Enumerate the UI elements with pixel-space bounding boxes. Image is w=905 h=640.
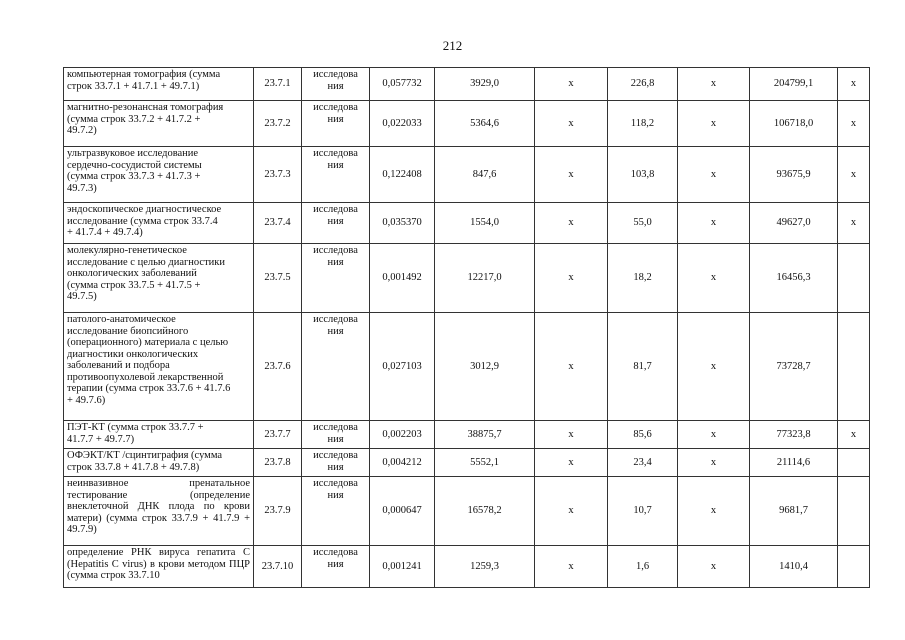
desc-line: исследование биопсийного: [67, 325, 189, 337]
table-row: [64, 449, 870, 477]
desc-line: эндоскопическое диагностическое: [67, 204, 222, 215]
row-code: 23.7.5: [254, 244, 302, 313]
row-col7: 18,2: [608, 244, 678, 313]
row-col7: 85,6: [608, 421, 678, 449]
row-col6: х: [535, 203, 608, 244]
row-norm: 0,122408: [370, 147, 435, 203]
row-col10: х: [838, 101, 870, 147]
row-col9: 204799,1: [750, 68, 838, 101]
row-col10: х: [838, 147, 870, 203]
row-col10: х: [838, 203, 870, 244]
table-row: [64, 477, 870, 546]
desc-line: противоопухолевой лекарственной: [67, 371, 224, 383]
row-col6: х: [535, 244, 608, 313]
row-cost: 12217,0: [435, 244, 535, 313]
desc-line: онкологических заболеваний: [67, 268, 197, 279]
row-description: [64, 147, 254, 203]
unit-line: исследова: [313, 547, 358, 558]
row-col10: х: [838, 68, 870, 101]
row-description: [64, 449, 254, 477]
row-col9: 73728,7: [750, 313, 838, 421]
row-description: определение РНК вируса гепатита С (Hepatitis C virus) в крови методом ПЦР (сумма строк 33.7.10: [64, 546, 254, 588]
row-col7: 10,7: [608, 477, 678, 546]
row-col9: 106718,0: [750, 101, 838, 147]
row-col6: х: [535, 147, 608, 203]
row-code: 23.7.10: [254, 546, 302, 588]
table-row: [64, 68, 870, 101]
unit-line: ния: [327, 257, 344, 268]
desc-line: сердечно-сосудистой системы: [67, 159, 202, 171]
row-col9: 1410,4: [750, 546, 838, 588]
table-row: [64, 244, 870, 313]
desc-line: + 49.7.6): [67, 394, 106, 406]
row-col9: 21114,6: [750, 449, 838, 477]
row-col6: х: [535, 477, 608, 546]
row-unit: [302, 421, 370, 449]
row-col6: х: [535, 313, 608, 421]
row-description: [64, 313, 254, 421]
unit-line: ния: [327, 434, 344, 445]
row-code: 23.7.6: [254, 313, 302, 421]
row-col8: х: [678, 147, 750, 203]
unit-line: ния: [327, 114, 344, 125]
row-unit: [302, 147, 370, 203]
unit-line: ния: [327, 559, 344, 570]
row-col8: х: [678, 477, 750, 546]
table-body: [64, 68, 870, 588]
desc-line: (операционного) материала с целью: [67, 337, 229, 348]
row-col8: х: [678, 313, 750, 421]
row-unit: [302, 101, 370, 147]
row-unit: [302, 477, 370, 546]
desc-line: исследование с целью диагностики: [67, 256, 226, 268]
unit-line: ния: [327, 216, 344, 227]
row-col7: 81,7: [608, 313, 678, 421]
row-col7: 55,0: [608, 203, 678, 244]
row-code: 23.7.1: [254, 68, 302, 101]
norms-table: [63, 67, 870, 588]
row-cost: 5364,6: [435, 101, 535, 147]
desc-line: магнитно-резонансная томография: [67, 102, 224, 113]
row-unit: [302, 313, 370, 421]
row-col10: [838, 477, 870, 546]
row-col7: 23,4: [608, 449, 678, 477]
row-unit: [302, 203, 370, 244]
row-col8: х: [678, 101, 750, 147]
row-norm: 0,001492: [370, 244, 435, 313]
row-col9: 16456,3: [750, 244, 838, 313]
row-col8: х: [678, 449, 750, 477]
row-col9: 93675,9: [750, 147, 838, 203]
row-code: 23.7.9: [254, 477, 302, 546]
row-col6: х: [535, 449, 608, 477]
row-description: [64, 101, 254, 147]
row-unit: [302, 68, 370, 101]
row-description: [64, 244, 254, 313]
unit-line: исследова: [313, 314, 358, 325]
row-description: [64, 203, 254, 244]
table-row: [64, 101, 870, 147]
row-col9: 9681,7: [750, 477, 838, 546]
table-row: [64, 147, 870, 203]
unit-line: исследова: [313, 148, 358, 159]
row-norm: 0,000647: [370, 477, 435, 546]
unit-line: исследова: [313, 478, 358, 489]
desc-line: ПЭТ-КТ (сумма строк 33.7.7 +: [67, 422, 204, 433]
row-norm: 0,027103: [370, 313, 435, 421]
desc-line: (сумма строк 33.7.3 + 41.7.3 +: [67, 171, 201, 182]
desc-line: 49.7.2): [67, 125, 97, 136]
row-norm: 0,057732: [370, 68, 435, 101]
row-col6: х: [535, 421, 608, 449]
desc-line: исследование (сумма строк 33.7.4: [67, 215, 218, 227]
row-unit: [302, 244, 370, 313]
desc-line: (сумма строк 33.7.5 + 41.7.5 +: [67, 279, 201, 291]
row-col6: х: [535, 546, 608, 588]
row-code: 23.7.3: [254, 147, 302, 203]
table-row: [64, 546, 870, 588]
row-col8: х: [678, 244, 750, 313]
row-col9: 77323,8: [750, 421, 838, 449]
desc-line: патолого-анатомическое: [67, 314, 176, 325]
row-code: 23.7.7: [254, 421, 302, 449]
row-col8: х: [678, 546, 750, 588]
row-norm: 0,035370: [370, 203, 435, 244]
row-norm: 0,004212: [370, 449, 435, 477]
unit-line: исследова: [313, 204, 358, 215]
row-col8: х: [678, 203, 750, 244]
desc-line: диагностики онкологических: [67, 348, 199, 360]
desc-line: компьютерная томография (сумма: [67, 69, 221, 80]
desc-line: молекулярно-генетическое: [67, 245, 187, 256]
desc-line: строк 33.7.1 + 41.7.1 + 49.7.1): [67, 80, 200, 92]
row-col10: [838, 244, 870, 313]
row-col7: 103,8: [608, 147, 678, 203]
unit-line: ния: [327, 326, 344, 337]
row-col10: [838, 449, 870, 477]
row-code: 23.7.2: [254, 101, 302, 147]
desc-line: ультразвуковое исследование: [67, 148, 199, 159]
row-cost: 847,6: [435, 147, 535, 203]
row-col6: х: [535, 68, 608, 101]
unit-line: исследова: [313, 422, 358, 433]
unit-line: ния: [327, 81, 344, 92]
row-cost: 16578,2: [435, 477, 535, 546]
desc-line: 49.7.5): [67, 291, 97, 302]
unit-line: исследова: [313, 245, 358, 256]
row-description: неинвазивное пренатальное тестирование (определение внеклеточной ДНК плода по крови матери) (сумма строк 33.7.9 + 41.7.9 + 49.7.9): [64, 477, 254, 546]
row-col9: 49627,0: [750, 203, 838, 244]
row-col8: х: [678, 68, 750, 101]
row-norm: 0,001241: [370, 546, 435, 588]
row-norm: 0,002203: [370, 421, 435, 449]
row-cost: 3012,9: [435, 313, 535, 421]
desc-line: 41.7.7 + 49.7.7): [67, 433, 135, 445]
row-code: 23.7.4: [254, 203, 302, 244]
row-unit: [302, 546, 370, 588]
row-col10: х: [838, 421, 870, 449]
row-col6: х: [535, 101, 608, 147]
row-col10: [838, 313, 870, 421]
desc-line: (сумма строк 33.7.2 + 41.7.2 +: [67, 113, 201, 125]
desc-line: заболеваний и подбора: [67, 360, 170, 371]
row-description: [64, 421, 254, 449]
page-number: 212: [442, 38, 463, 53]
row-cost: 5552,1: [435, 449, 535, 477]
row-col7: 118,2: [608, 101, 678, 147]
desc-line: 49.7.3): [67, 182, 97, 194]
row-norm: 0,022033: [370, 101, 435, 147]
row-col10: [838, 546, 870, 588]
row-code: 23.7.8: [254, 449, 302, 477]
unit-line: ния: [327, 160, 344, 171]
unit-line: исследова: [313, 102, 358, 113]
unit-line: ния: [327, 490, 344, 501]
desc-line: ОФЭКТ/КТ /сцинтиграфия (сумма: [67, 450, 223, 461]
table-row: [64, 421, 870, 449]
row-cost: 38875,7: [435, 421, 535, 449]
desc-line: + 41.7.4 + 49.7.4): [67, 227, 143, 238]
row-col7: 1,6: [608, 546, 678, 588]
table-row: [64, 313, 870, 421]
row-col8: х: [678, 421, 750, 449]
row-unit: [302, 449, 370, 477]
unit-line: исследова: [313, 450, 358, 461]
unit-line: исследова: [313, 69, 358, 80]
row-cost: 1554,0: [435, 203, 535, 244]
desc-line: терапии (сумма строк 33.7.6 + 41.7.6: [67, 383, 231, 394]
row-cost: 3929,0: [435, 68, 535, 101]
table-row: [64, 203, 870, 244]
row-cost: 1259,3: [435, 546, 535, 588]
row-col7: 226,8: [608, 68, 678, 101]
row-description: [64, 68, 254, 101]
unit-line: ния: [327, 462, 344, 473]
desc-line: строк 33.7.8 + 41.7.8 + 49.7.8): [67, 461, 200, 473]
